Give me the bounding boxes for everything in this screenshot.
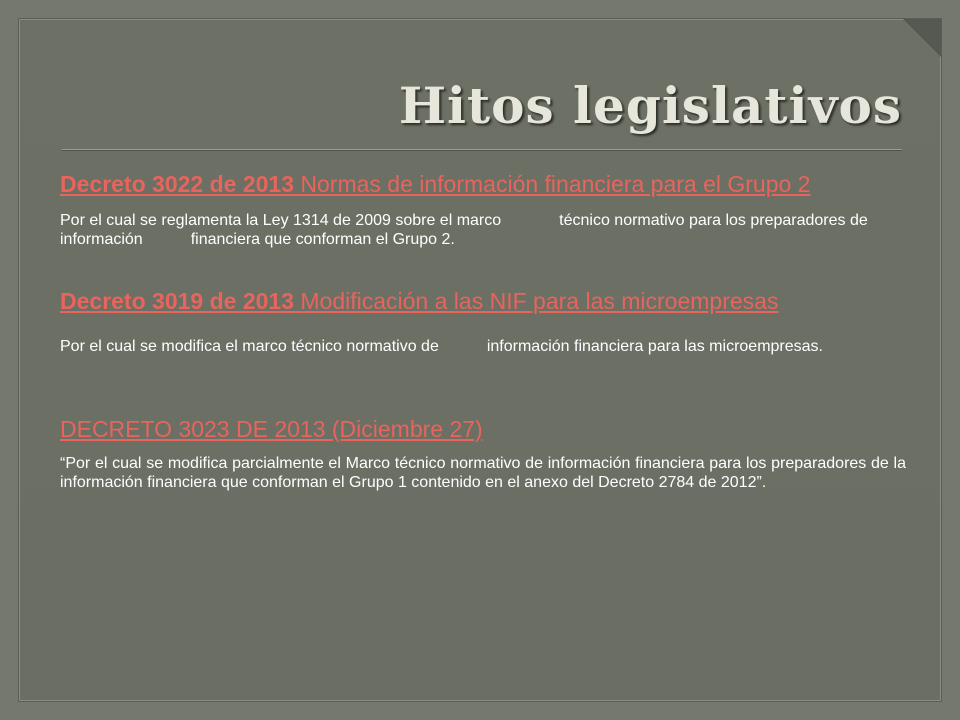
decree-3023-heading[interactable]: DECRETO 3023 DE 2013 (Diciembre 27) xyxy=(60,415,483,442)
decree-3022-text-a: Por el cual se reglamenta la Ley 1314 de 2009 sobre el marco xyxy=(60,211,502,229)
decree-3022-description xyxy=(60,211,906,249)
title-divider xyxy=(62,149,902,151)
decree-3022-text-b: técnico normativo para los preparadores de información xyxy=(60,211,868,248)
decree-3022-subject[interactable]: Normas de información financiera para el Grupo 2 xyxy=(294,171,811,197)
decree-3019-subject[interactable]: Modificación a las NIF para las microempresas xyxy=(294,287,779,314)
folded-corner xyxy=(903,19,941,57)
decree-3019-text-a: Por el cual se modifica el marco técnico normativo de xyxy=(60,338,439,356)
decree-3019-text-b: información financiera para las microempresas. xyxy=(486,338,823,356)
decree-3022-text-c: financiera que conforman el Grupo 2. xyxy=(190,230,455,248)
decree-3023-description: “Por el cual se modifica parcialmente el Marco técnico normativo de información financiera para los preparadores de la información financiera que conforman el Grupo 1 contenido en el anexo del Decreto 2784 de 2012”. xyxy=(60,455,906,491)
decree-3022-heading[interactable] xyxy=(60,170,906,199)
decree-3022-number[interactable]: Decreto 3022 de 2013 xyxy=(60,171,294,197)
slide-title: Hitos legislativos xyxy=(398,76,902,135)
slide-content xyxy=(60,170,906,493)
decree-3019-heading[interactable] xyxy=(60,287,906,316)
decree-3019-description xyxy=(60,337,906,356)
decree-3019-number[interactable]: Decreto 3019 de 2013 xyxy=(60,287,294,314)
